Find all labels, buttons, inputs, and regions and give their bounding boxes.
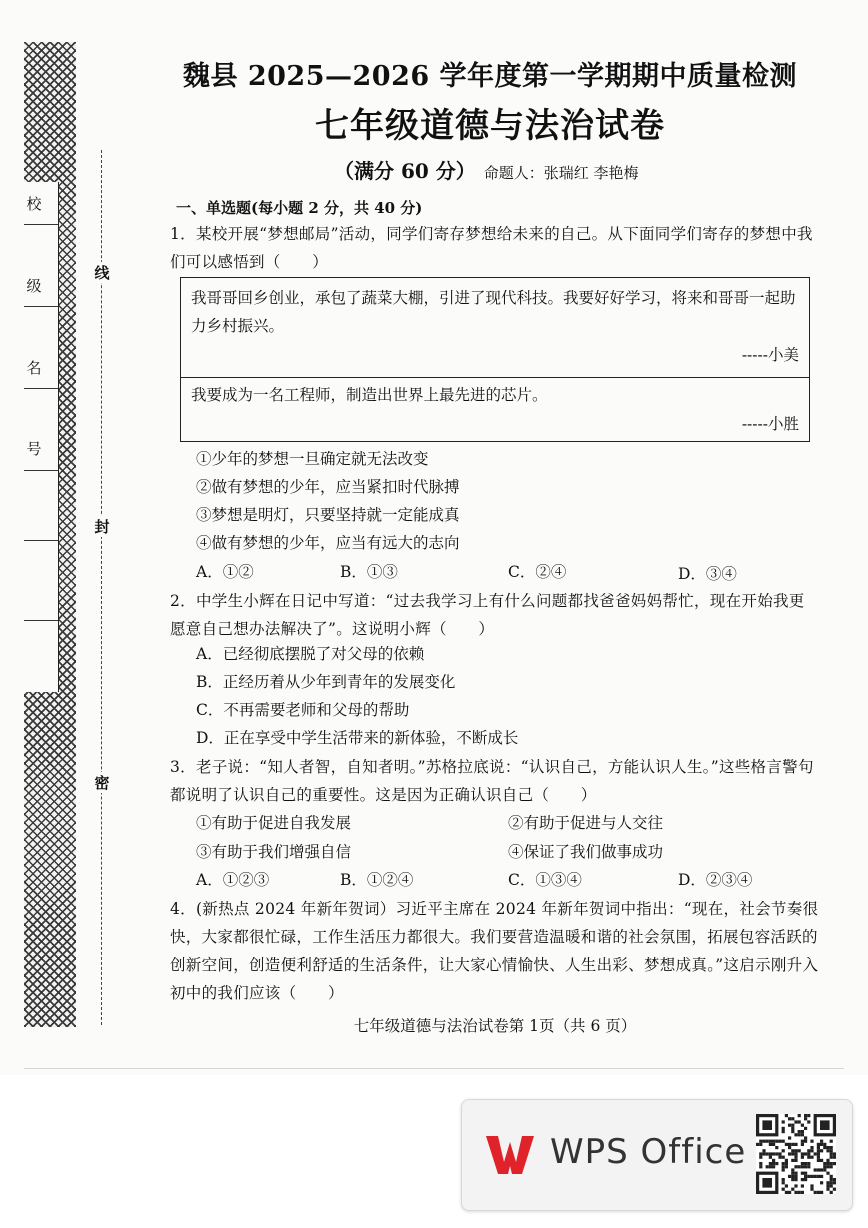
q3-choice-c: C．①③④: [508, 871, 582, 889]
field-extra-line: [24, 540, 58, 541]
question-3-stem: 3．老子说：“知人者智，自知者明。”苏格拉底说：“认识自己，方能认识人生。”这些格言警句都说明了认识自己的重要性。这是因为正确认识自己（ ）: [170, 758, 814, 804]
question-2-stem: 2．中学生小辉在日记中写道：“过去我学习上有什么问题都找爸爸妈妈帮忙，现在开始我更愿意自己想办法解决了”。这说明小辉（ ）: [170, 592, 805, 638]
field-school-label: 校: [26, 195, 42, 213]
quote-xiaosheng: 我要成为一名工程师，制造出世界上最先进的芯片。: [191, 386, 548, 404]
field-class-label: 级: [26, 277, 42, 295]
q2-option-b: B．正经历着从少年到青年的发展变化: [196, 673, 456, 691]
seal-char-secret: 密: [94, 774, 110, 792]
field-name-line: [24, 388, 58, 389]
field-class-line: [24, 306, 58, 307]
question-authors: 命题人：张瑞红 李艳梅: [483, 164, 639, 182]
field-extra-line: [24, 620, 58, 621]
quote-xiaomei: 我哥哥回乡创业，承包了蔬菜大棚，引进了现代科技。我要好好学习，将来和哥哥一起助力乡村振兴。: [191, 289, 796, 335]
question-4-stem: 4．(新热点 2024 年新年贺词）习近平主席在 2024 年新年贺词中指出：“现在，社会节奏很快，大家都很忙碌，工作生活压力都很大。我们要营造温暖和谐的社会氛围，拓展包容活跃的创新空间，创造便利舒适的生活条件，让大家心情愉快、人生出彩、梦想成真。”这启示刚升入初中的我们应该（ ）: [170, 900, 819, 1002]
full-score: （满分 60 分）: [334, 159, 476, 183]
q1-item-1: ①少年的梦想一旦确定就无法改变: [196, 450, 429, 468]
q3-choice-a: A．①②③: [196, 871, 270, 889]
q3-item-3: ③有助于我们增强自信: [196, 843, 352, 861]
q3-item-4: ④保证了我们做事成功: [508, 843, 664, 861]
q2-option-a: A．已经彻底摆脱了对父母的依赖: [196, 645, 425, 663]
seal-char-seal: 封: [94, 518, 110, 536]
wps-office-badge[interactable]: [461, 1099, 853, 1211]
field-number-line: [24, 470, 58, 471]
quote-box: [180, 277, 810, 442]
quote-sign-xiaomei: -----小美: [741, 346, 799, 364]
q3-choice-d: D．②③④: [678, 871, 753, 889]
page-edge: [24, 1068, 844, 1069]
wps-logo-icon: [484, 1130, 536, 1180]
q1-choice-b: B．①③: [340, 563, 398, 581]
q1-choice-c: C．②④: [508, 563, 567, 581]
q3-item-2: ②有助于促进与人交往: [508, 814, 664, 832]
quote-sign-xiaosheng: -----小胜: [741, 415, 799, 433]
question-1-stem: 1．某校开展“梦想邮局”活动，同学们寄存梦想给未来的自己。从下面同学们寄存的梦想中我们可以感悟到（ ）: [170, 225, 813, 271]
q1-item-2: ②做有梦想的少年，应当紧扣时代脉搏: [196, 478, 460, 496]
q1-item-3: ③梦想是明灯，只要坚持就一定能成真: [196, 506, 460, 524]
score-info: [334, 155, 639, 184]
q3-choice-b: B．①②④: [340, 871, 414, 889]
q2-option-c: C．不再需要老师和父母的帮助: [196, 701, 410, 719]
exam-title-line1: 魏县 2025—2026 学年度第一学期期中质量检测: [182, 61, 798, 92]
student-info-area: [24, 182, 59, 692]
q1-item-4: ④做有梦想的少年，应当有远大的志向: [196, 534, 460, 552]
field-school-line: [24, 224, 58, 225]
q3-item-1: ①有助于促进自我发展: [196, 814, 352, 832]
page-footer: 七年级道德与法治试卷第 1页（共 6 页）: [353, 1017, 637, 1035]
q1-choice-d: D．③④: [678, 565, 737, 583]
field-number-label: 号: [26, 440, 42, 458]
quote-divider: [181, 377, 809, 378]
seal-char-line: 线: [94, 264, 110, 282]
wps-office-label: WPS Office: [550, 1132, 747, 1172]
exam-title-line2: 七年级道德与法治试卷: [315, 106, 665, 146]
field-name-label: 名: [26, 359, 42, 377]
q1-choice-a: A．①②: [196, 563, 254, 581]
q2-option-d: D．正在享受中学生活带来的新体验，不断成长: [196, 729, 519, 747]
section-heading: 一、单选题(每小题 2 分，共 40 分): [176, 199, 423, 217]
qr-code-icon: [756, 1114, 836, 1194]
